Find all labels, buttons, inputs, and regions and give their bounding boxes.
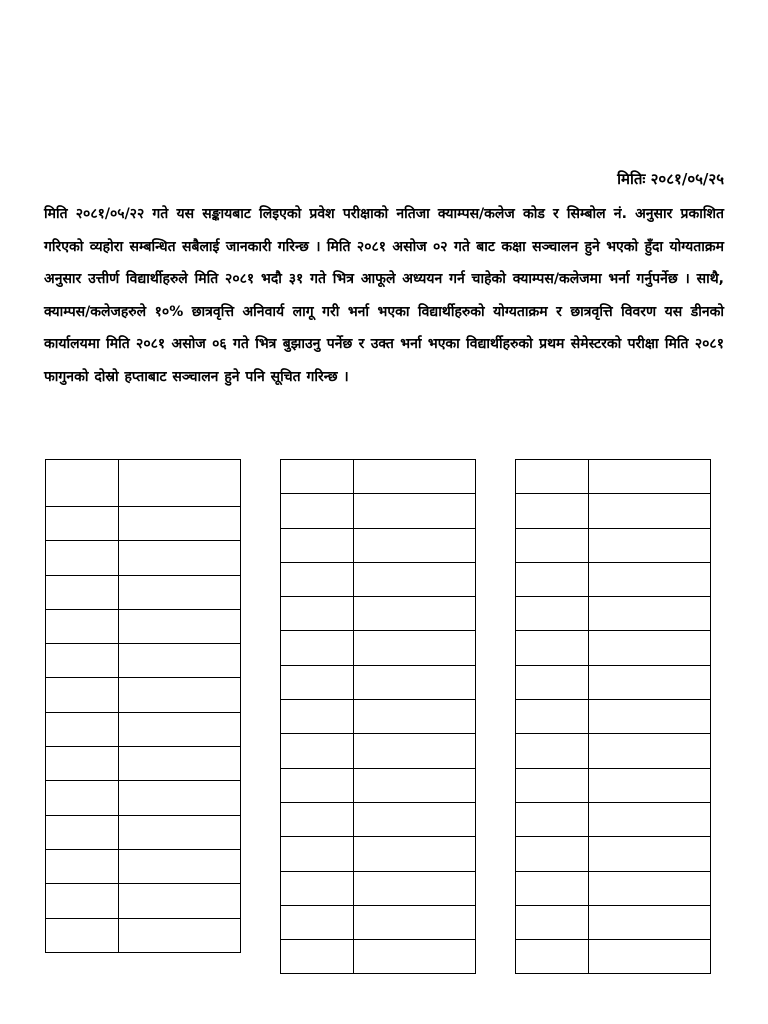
table-cell-code — [46, 460, 119, 507]
table-cell-code — [516, 802, 589, 836]
table-cell-code — [281, 562, 354, 596]
table-cell-symbol — [589, 768, 711, 802]
table-row — [281, 665, 476, 699]
table-cell-code — [281, 802, 354, 836]
table-cell-symbol — [354, 562, 476, 596]
table-cell-code — [281, 837, 354, 871]
table-cell-code — [516, 905, 589, 939]
table-cell-code — [516, 631, 589, 665]
table-row — [46, 815, 241, 849]
table-cell-symbol — [589, 528, 711, 562]
table-row — [516, 768, 711, 802]
table-cell-code — [281, 597, 354, 631]
table-cell-symbol — [354, 494, 476, 528]
table-cell-symbol — [589, 562, 711, 596]
table-cell-symbol — [119, 884, 241, 918]
table-cell-symbol — [119, 575, 241, 609]
table-row — [46, 884, 241, 918]
table-cell-code — [46, 712, 119, 746]
table-cell-symbol — [354, 940, 476, 974]
table-cell-symbol — [119, 918, 241, 952]
table-cell-symbol — [354, 700, 476, 734]
table-cell-symbol — [354, 460, 476, 494]
table-cell-code — [281, 460, 354, 494]
table-row — [281, 768, 476, 802]
table-cell-code — [46, 747, 119, 781]
table-row — [516, 940, 711, 974]
table-cell-code — [46, 541, 119, 575]
table-cell-code — [46, 884, 119, 918]
table-cell-symbol — [119, 849, 241, 883]
table-cell-symbol — [119, 712, 241, 746]
table-cell-symbol — [354, 528, 476, 562]
table-cell-code — [46, 849, 119, 883]
table-cell-symbol — [354, 802, 476, 836]
notice-body-text: मिति २०८१/०५/२२ गते यस सङ्कायबाट लिइएको प्रवेश परीक्षाको नतिजा क्याम्पस/कलेज कोड र सिम्बोल नं. अनुसार प्रकाशित गरिएको व्यहोरा सम्बन्धित सबैलाई जानकारी गरिन्छ । मिति २०८१ असोज ०२ गते बाट कक्षा सञ्चालन हुने भएको हुँदा योग्यताक्रम अनुसार उत्तीर्ण विद्यार्थीहरुले मिति २०८१ भदौ ३१ गते भित्र आफूले अध्ययन गर्न चाहेको क्याम्पस/कलेजमा भर्ना गर्नुपर्नेछ । साथै, क्याम्पस/कलेजहरुले १०% छात्रवृत्ति अनिवार्य लागू गरी भर्ना भएका विद्यार्थीहरुको योग्यताक्रम र छात्रवृत्ति विवरण यस डीनको कार्यालयमा मिति २०८१ असोज ०६ गते भित्र बुझाउनु पर्नेछ र उक्त भर्ना भएका विद्यार्थीहरुको प्रथम सेमेस्टरको परीक्षा मिति २०८१ फागुनको दोस्रो हप्ताबाट सञ्चालन हुने पनि सूचित गरिन्छ । — [44, 206, 724, 385]
table-row — [46, 712, 241, 746]
table-row — [46, 575, 241, 609]
table-cell-symbol — [589, 665, 711, 699]
table-cell-symbol — [589, 871, 711, 905]
table-row — [281, 528, 476, 562]
table-cell-code — [46, 781, 119, 815]
table-row — [281, 460, 476, 494]
table-cell-symbol — [354, 905, 476, 939]
table-cell-symbol — [354, 597, 476, 631]
table-cell-symbol — [589, 905, 711, 939]
table-cell-code — [516, 665, 589, 699]
table-row — [46, 507, 241, 541]
table-cell-symbol — [354, 734, 476, 768]
table-row — [281, 871, 476, 905]
result-table-1 — [45, 459, 241, 953]
table-cell-symbol — [589, 597, 711, 631]
table-cell-code — [46, 575, 119, 609]
table-row — [516, 597, 711, 631]
notice-date: मितिः २०८१/०५/२५ — [617, 170, 724, 188]
table-cell-code — [46, 678, 119, 712]
table-cell-code — [516, 734, 589, 768]
table-cell-symbol — [589, 802, 711, 836]
table-cell-code — [281, 734, 354, 768]
table-row — [46, 781, 241, 815]
table-cell-symbol — [119, 678, 241, 712]
table-cell-code — [281, 631, 354, 665]
table-cell-symbol — [119, 815, 241, 849]
table-cell-symbol — [589, 940, 711, 974]
table-cell-symbol — [354, 871, 476, 905]
table-cell-symbol — [119, 609, 241, 643]
table-cell-code — [516, 700, 589, 734]
table-cell-code — [46, 815, 119, 849]
table-cell-symbol — [119, 541, 241, 575]
table-cell-symbol — [589, 631, 711, 665]
table-row — [46, 849, 241, 883]
table-row — [46, 460, 241, 507]
table-cell-symbol — [354, 768, 476, 802]
table-row — [516, 700, 711, 734]
table-cell-code — [516, 597, 589, 631]
table-row — [281, 562, 476, 596]
table-cell-symbol — [589, 700, 711, 734]
table-cell-symbol — [589, 837, 711, 871]
table-row — [281, 597, 476, 631]
table-row — [516, 837, 711, 871]
table-row — [46, 644, 241, 678]
table-cell-code — [516, 494, 589, 528]
result-table-3 — [515, 459, 711, 974]
table-row — [281, 734, 476, 768]
table-cell-code — [516, 871, 589, 905]
table-cell-symbol — [589, 734, 711, 768]
table-row — [281, 802, 476, 836]
table-row — [516, 802, 711, 836]
table-cell-symbol — [119, 507, 241, 541]
table-cell-code — [516, 460, 589, 494]
table-cell-symbol — [119, 747, 241, 781]
table-cell-code — [516, 768, 589, 802]
table-row — [281, 631, 476, 665]
table-cell-code — [46, 609, 119, 643]
table-cell-symbol — [119, 644, 241, 678]
table-cell-code — [46, 644, 119, 678]
table-cell-code — [281, 768, 354, 802]
table-cell-symbol — [354, 837, 476, 871]
table-row — [281, 837, 476, 871]
table-cell-code — [516, 562, 589, 596]
table-cell-symbol — [119, 781, 241, 815]
table-cell-code — [281, 700, 354, 734]
table-row — [281, 700, 476, 734]
table-cell-code — [281, 940, 354, 974]
table-cell-code — [281, 905, 354, 939]
table-cell-symbol — [119, 460, 241, 507]
table-row — [281, 494, 476, 528]
table-row — [281, 905, 476, 939]
table-row — [516, 562, 711, 596]
table-cell-symbol — [354, 665, 476, 699]
table-row — [46, 747, 241, 781]
table-cell-symbol — [589, 460, 711, 494]
table-cell-code — [516, 837, 589, 871]
table-cell-code — [46, 507, 119, 541]
table-cell-code — [281, 871, 354, 905]
table-cell-symbol — [589, 494, 711, 528]
result-table-2 — [280, 459, 476, 974]
table-row — [516, 528, 711, 562]
table-row — [46, 918, 241, 952]
table-cell-symbol — [354, 631, 476, 665]
table-row — [516, 871, 711, 905]
table-cell-code — [516, 940, 589, 974]
table-row — [516, 494, 711, 528]
table-row — [516, 665, 711, 699]
table-row — [516, 631, 711, 665]
table-row — [46, 678, 241, 712]
table-row — [46, 541, 241, 575]
table-cell-code — [281, 494, 354, 528]
table-cell-code — [281, 665, 354, 699]
table-row — [46, 609, 241, 643]
table-cell-code — [281, 528, 354, 562]
table-cell-code — [46, 918, 119, 952]
table-row — [281, 940, 476, 974]
table-row — [516, 460, 711, 494]
table-row — [516, 734, 711, 768]
table-cell-code — [516, 528, 589, 562]
table-row — [516, 905, 711, 939]
